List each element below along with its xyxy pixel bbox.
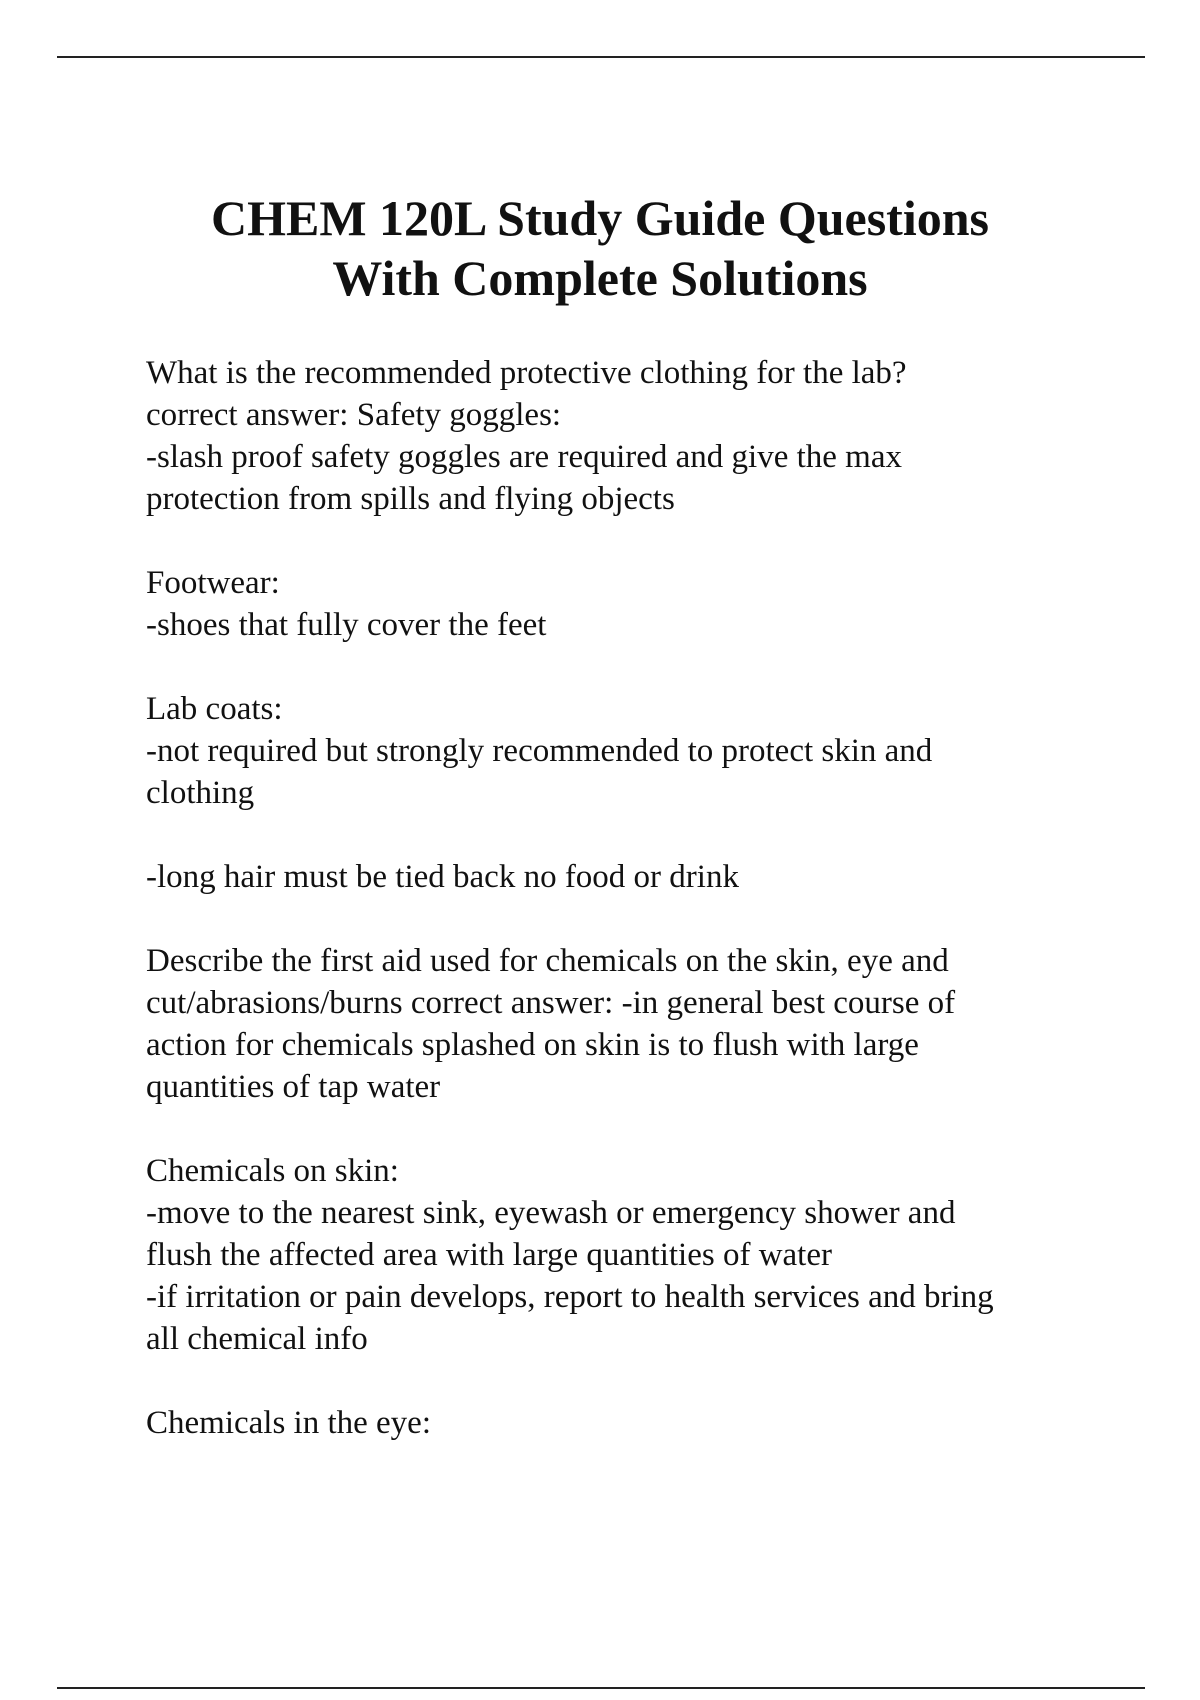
text-line: -move to the nearest sink, eyewash or emergency shower and bbox=[146, 1195, 956, 1231]
top-divider bbox=[57, 56, 1145, 58]
text-line: What is the recommended protective clothing for the lab? bbox=[146, 355, 907, 391]
paragraph-chemicals-on-skin bbox=[146, 1150, 1126, 1360]
document-body bbox=[146, 352, 1126, 1486]
text-line: -long hair must be tied back no food or drink bbox=[146, 859, 739, 895]
title-line-1: CHEM 120L Study Guide Questions bbox=[211, 190, 989, 246]
text-line: -slash proof safety goggles are required and give the max bbox=[146, 439, 902, 475]
title-line-2: With Complete Solutions bbox=[332, 250, 868, 306]
text-line: -not required but strongly recommended to protect skin and bbox=[146, 733, 933, 769]
text-line: all chemical info bbox=[146, 1321, 368, 1357]
text-line: correct answer: Safety goggles: bbox=[146, 397, 562, 433]
paragraph-long-hair bbox=[146, 856, 1126, 898]
paragraph-lab-coats bbox=[146, 688, 1126, 814]
paragraph-footwear bbox=[146, 562, 1126, 646]
text-line: quantities of tap water bbox=[146, 1069, 441, 1105]
document-title bbox=[0, 188, 1200, 308]
text-line: Chemicals in the eye: bbox=[146, 1405, 431, 1441]
text-line: protection from spills and flying objects bbox=[146, 481, 675, 517]
text-line: clothing bbox=[146, 775, 255, 811]
text-line: flush the affected area with large quantities of water bbox=[146, 1237, 832, 1273]
bottom-divider bbox=[57, 1687, 1145, 1689]
text-line: Chemicals on skin: bbox=[146, 1153, 399, 1189]
paragraph-protective-clothing bbox=[146, 352, 1126, 520]
text-line: Lab coats: bbox=[146, 691, 283, 727]
text-line: -shoes that fully cover the feet bbox=[146, 607, 547, 643]
text-line: -if irritation or pain develops, report to health services and bring bbox=[146, 1279, 994, 1315]
text-line: Footwear: bbox=[146, 565, 280, 601]
text-line: Describe the first aid used for chemicals on the skin, eye and bbox=[146, 943, 949, 979]
text-line: action for chemicals splashed on skin is to flush with large bbox=[146, 1027, 919, 1063]
text-line: cut/abrasions/burns correct answer: -in general best course of bbox=[146, 985, 956, 1021]
paragraph-first-aid bbox=[146, 940, 1126, 1108]
paragraph-chemicals-in-eye bbox=[146, 1402, 1126, 1444]
